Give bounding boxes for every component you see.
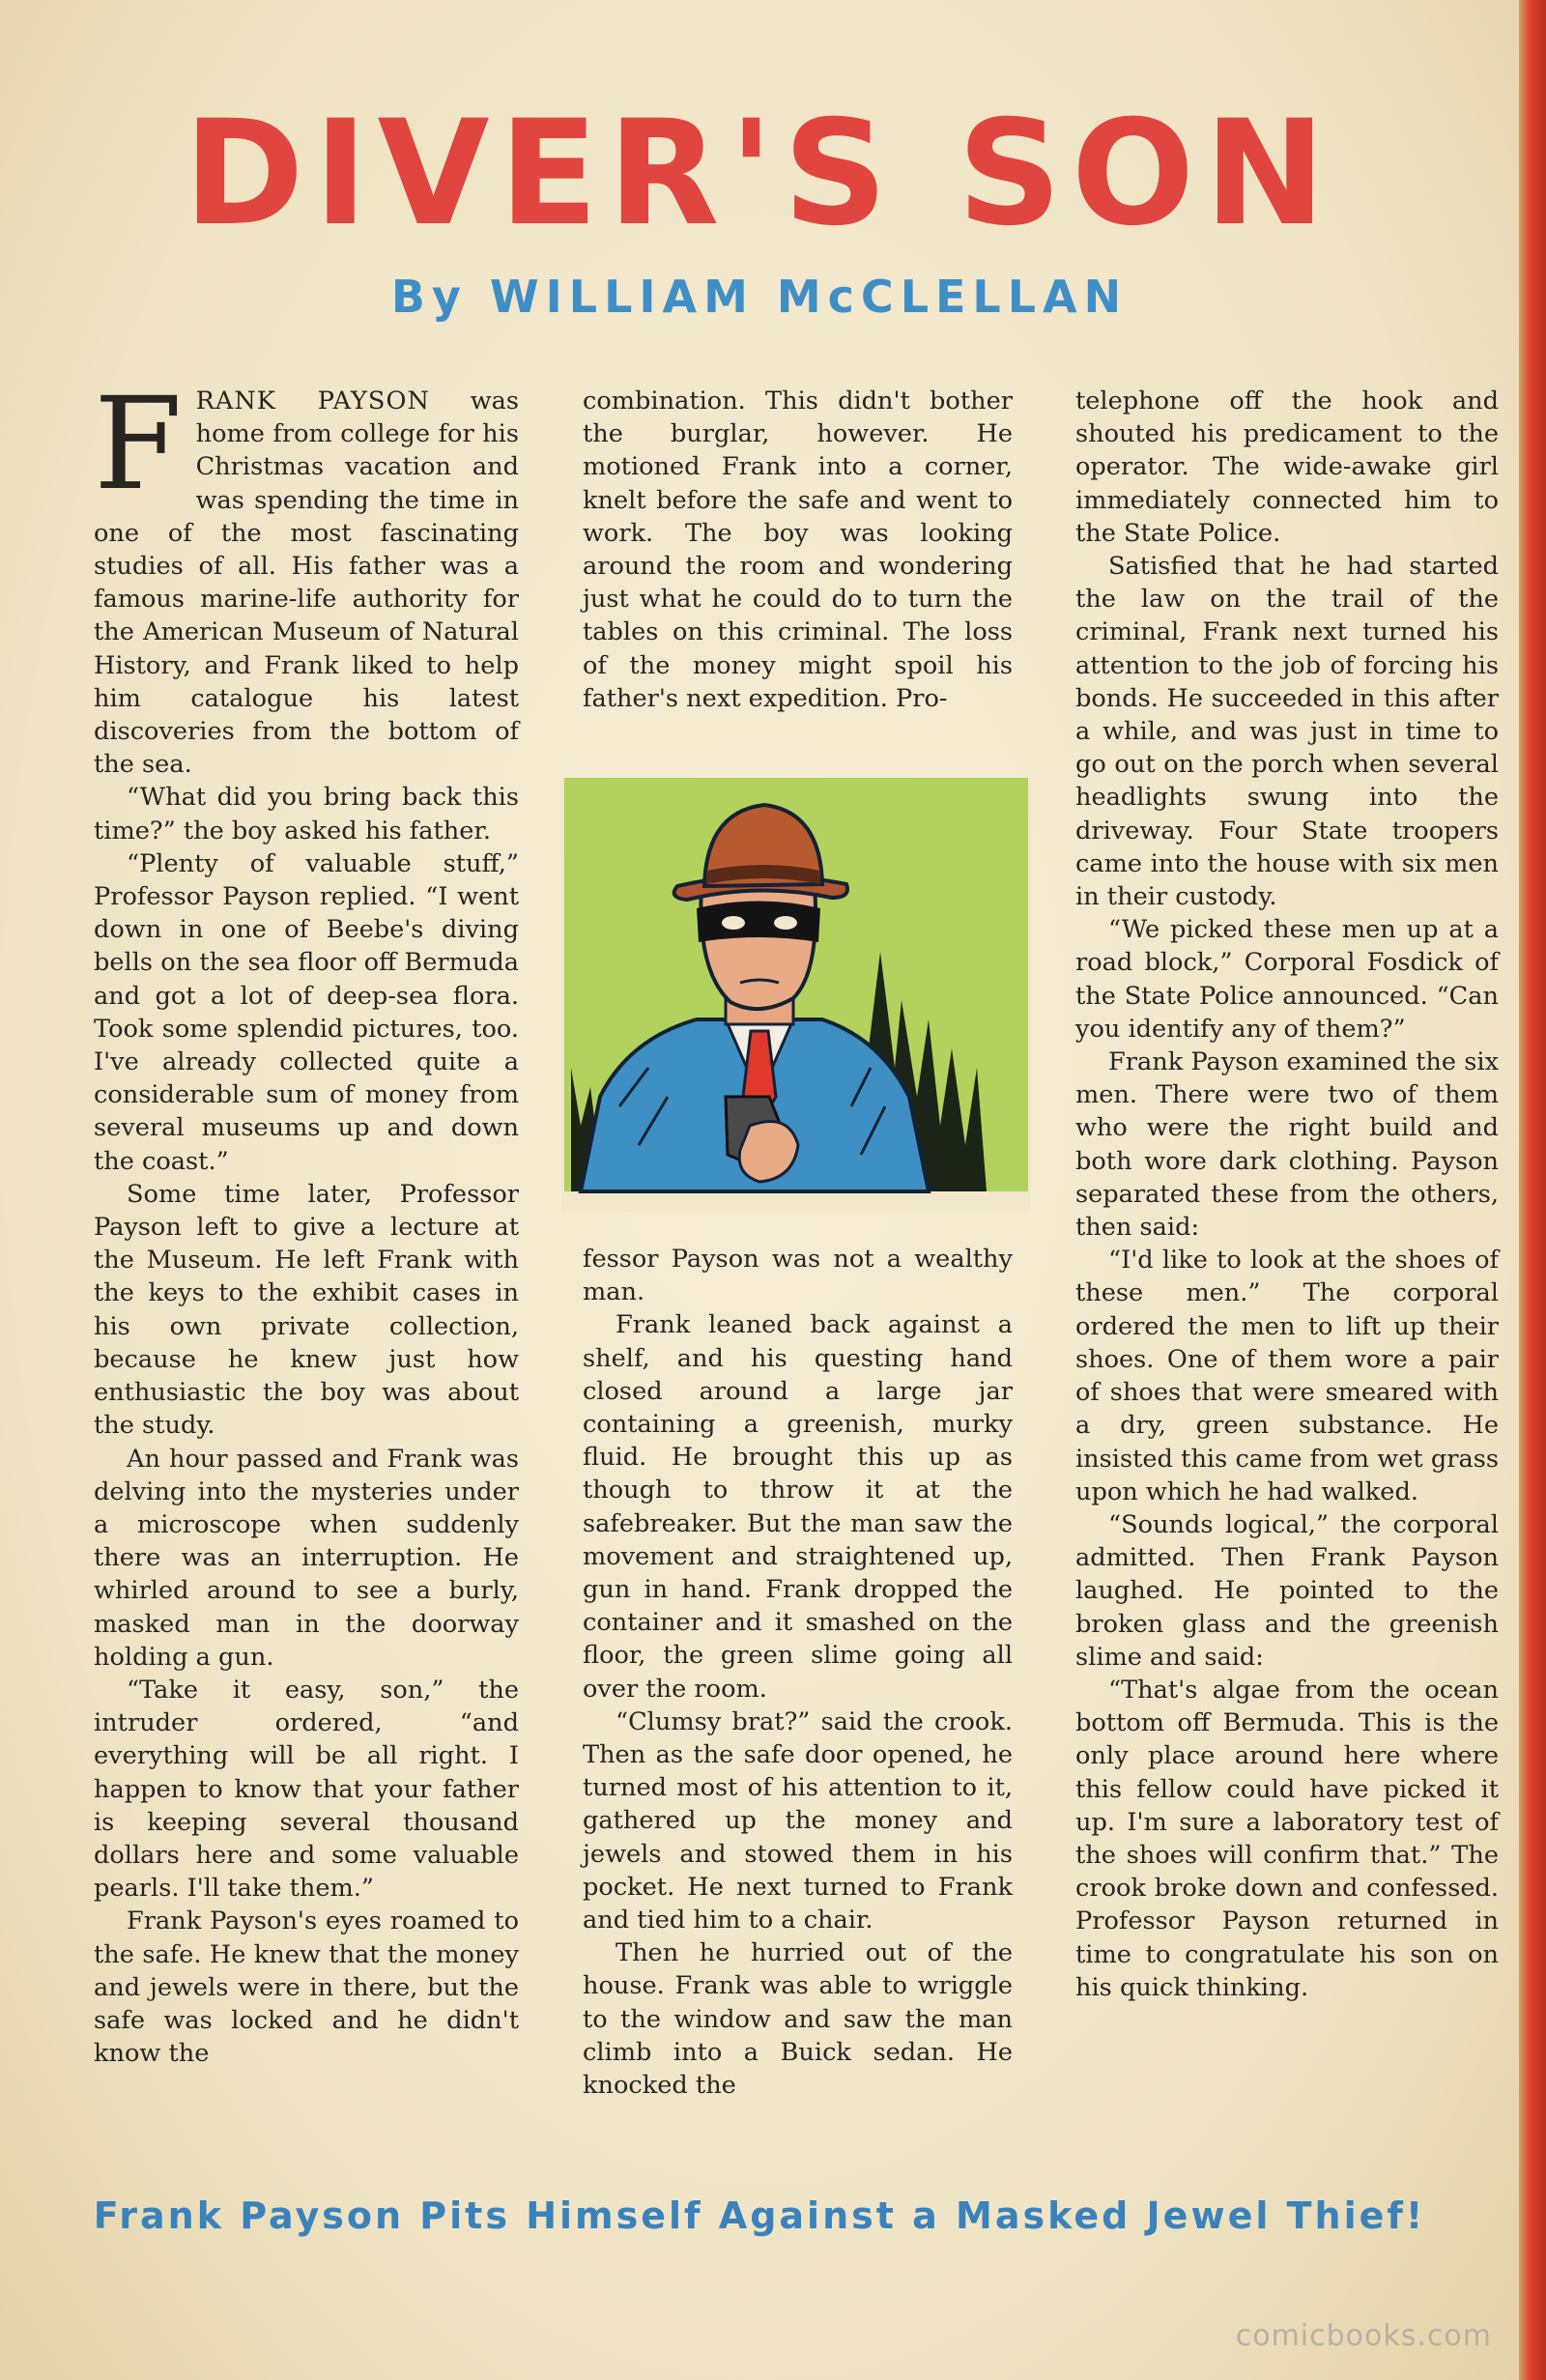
text-column-2-bottom	[583, 1243, 1013, 2102]
paragraph: fessor Payson was not a wealthy man.	[583, 1245, 1013, 1307]
paragraph: Satisfied that he had started the law on the trail of the criminal, Frank next turned his attention to the job of forcing his bonds. He succeeded in this after a while, and was just in time to go out on the porch when several headlights swung into the driveway. Four State troopers came into the house with six men in their custody.	[1075, 552, 1499, 912]
paragraph: combination. This didn't bother the burglar, however. He motioned Frank into a corner, knelt before the safe and went to work. The boy was looking around the room and wondering just what he could do to turn the tables on this criminal. The loss of the money might spoil his father's next expedition. Pro-	[583, 387, 1013, 713]
paragraph: Some time later, Professor Payson left to give a lecture at the Museum. He left Frank with the keys to the exhibit cases in his own private collection, because he knew just how enthusiastic the boy was about the study.	[94, 1179, 519, 1441]
paragraph: Frank Payson's eyes roamed to the safe. He knew that the money and jewels were in there, but the safe was locked and he didn't know the	[94, 1907, 519, 2069]
paragraph: “That's algae from the ocean bottom off Bermuda. This is the only place around here where this fellow could have picked it up. I'm sure a laboratory test of the shoes will confirm that.” The crook broke down and confessed. Professor Payson returned in time to congratulate his son on his quick thinking.	[1075, 1675, 1499, 2002]
text-column-3	[1075, 385, 1499, 2004]
masked-man-illustration	[561, 778, 1031, 1213]
paragraph: telephone off the hook and shouted his predicament to the operator. The wide-awake girl immediately connected him to the State Police.	[1075, 387, 1499, 548]
text-column-1	[94, 370, 519, 2070]
paragraph: “Sounds logical,” the corporal admitted. Then Frank Payson laughed. He pointed to the broken glass and the greenish slime and said:	[1075, 1509, 1499, 1672]
paragraph: Then he hurried out of the house. Frank was able to wriggle to the window and saw the man climb into a Buick sedan. He knocked the	[583, 1938, 1013, 2101]
paragraph: Frank Payson examined the six men. There were two of them who were the right build and both wore dark clothing. Payson separated these from the others, then said:	[1075, 1047, 1499, 1243]
story-title: DIVER'S SON	[184, 90, 1335, 258]
paragraph: “I'd like to look at the shoes of these men.” The corporal ordered the men to lift up their shoes. One of them wore a pair of shoes that were smeared with a dry, green substance. He insisted this came from wet grass upon which he had walked.	[1075, 1246, 1499, 1506]
paragraph: “We picked these men up at a road block,” Corporal Fosdick of the State Police announced. “Can you identify any of them?”	[1075, 915, 1499, 1044]
teaser-banner: Frank Payson Pits Himself Against a Masked Jewel Thief!	[93, 2194, 1426, 2237]
story-byline: By WILLIAM McCLELLAN	[390, 271, 1129, 323]
adjacent-page-edge	[1519, 0, 1546, 2380]
paragraph: “Plenty of valuable stuff,” Professor Payson replied. “I went down in one of Beebe's diving bells on the sea floor off Bermuda and got a lot of deep-sea flora. Took some splendid pictures, too. I've already collected quite a considerable sum of money from several museums up and down the coast.”	[94, 848, 519, 1176]
site-watermark: comicbooks.com	[1235, 2319, 1492, 2353]
text-column-2-top	[583, 385, 1013, 715]
paragraph-text: was home from college for his Christmas vacation and was spending the time in one of the most fascinating studies of all. His father was a famous marine-life authority for the American Museum of Natural History, and Frank liked to help him catalogue his latest discoveries from the bottom of the sea.	[94, 387, 519, 780]
paragraph: An hour passed and Frank was delving into the mysteries under a microscope when suddenly there was an interruption. He whirled around to see a burly, masked man in the doorway holding a gun.	[94, 1444, 519, 1672]
paragraph: Frank leaned back against a shelf, and his questing hand closed around a large jar containing a greenish, murky fluid. He brought this up as though to throw it at the safebreaker. But the man saw the movement and straightened up, gun in hand. Frank dropped the container and it smashed on the floor, the green slime going all over the room.	[583, 1310, 1013, 1704]
drop-cap: F	[94, 370, 183, 519]
paragraph: “Take it easy, son,” the intruder ordered, “and everything will be all right. I happen to know that your father is keeping several thousand dollars here and some valuable pearls. I'll take them.”	[94, 1675, 519, 1904]
paragraph	[94, 370, 519, 781]
paragraph: “Clumsy brat?” said the crook. Then as the safe door opened, he turned most of his attention to it, gathered up the money and jewels and stowed them in his pocket. He next turned to Frank and tied him to a chair.	[583, 1706, 1013, 1936]
lead-in-caps: RANK PAYSON	[195, 387, 430, 416]
paragraph: “What did you bring back this time?” the boy asked his father.	[94, 783, 519, 846]
